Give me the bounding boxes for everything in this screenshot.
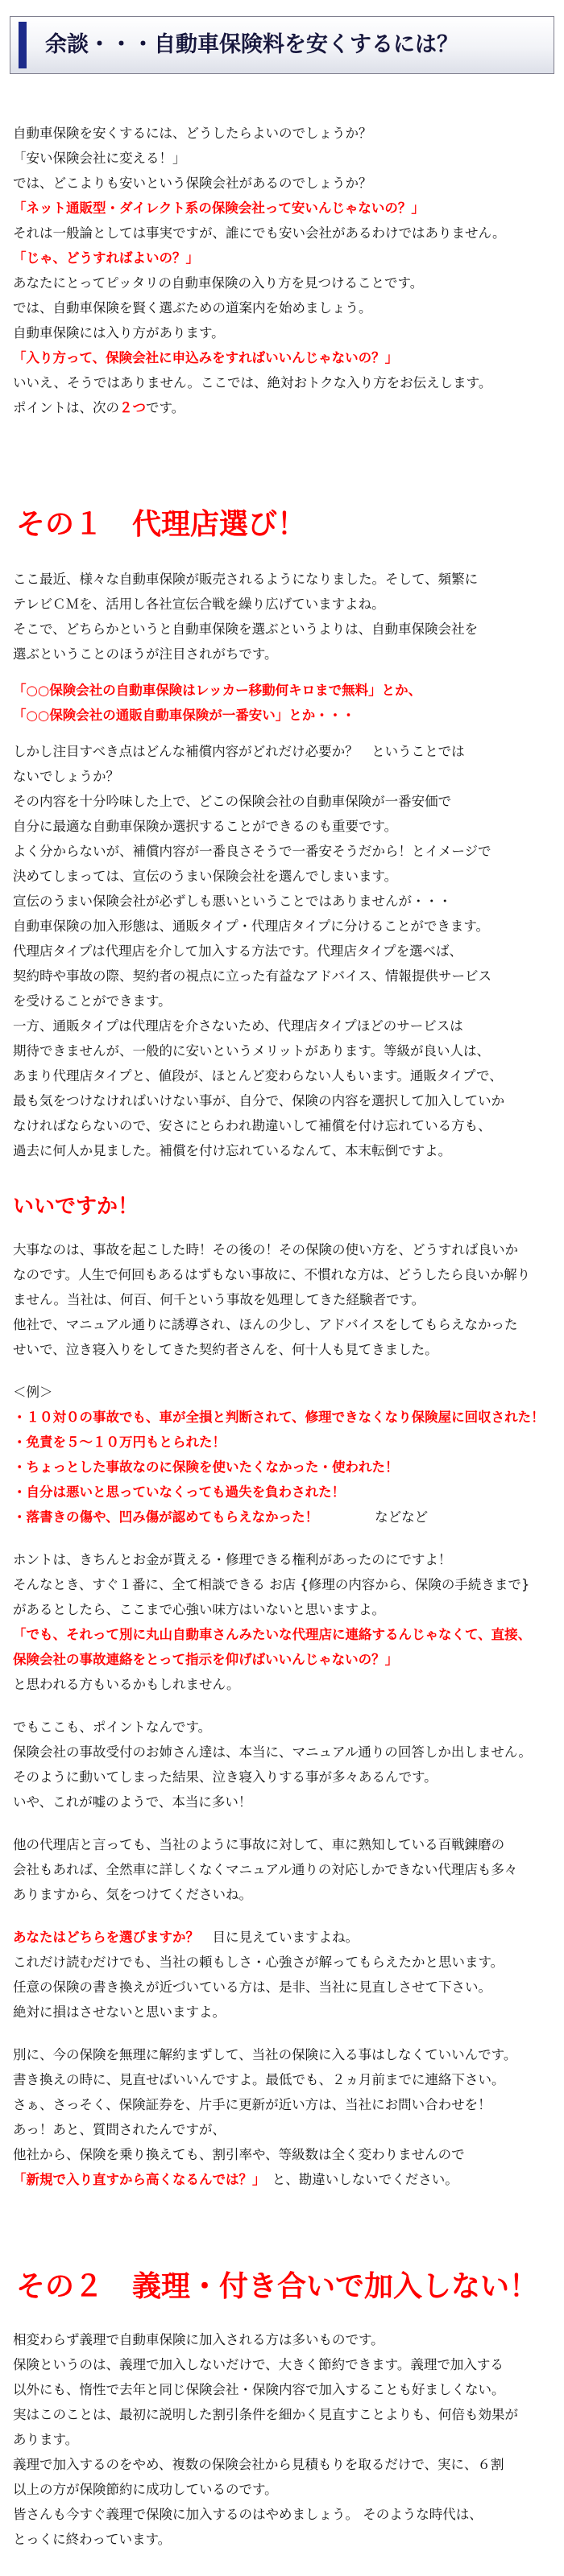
text-line: 大事なのは、事故を起こした時！その後の！その保険の使い方を、どうすれば良いか [13,1242,518,1257]
text-line: いや、これが嘘のようで、本当に多い！ [13,1794,252,1810]
example-item [0,1505,564,1530]
highlight-line: 「○○保険会社の通販自動車保険が一番安い」とか・・・ [13,708,355,723]
text-line: 保険会社の事故受付のお姉さん達は、本当に、マニュアル通りの回答しか出しません。 [13,1744,532,1760]
text-line: 任意の保険の書き換えが近づいている方は、是非、当社に見直しさせて下さい。 [13,1979,491,1995]
text-line: せいで、泣き寝入りをしてきた契約者さんを、何十人も見てきました。 [13,1342,438,1357]
section1-paragraph [0,1832,564,1907]
section1-paragraph [0,739,564,1163]
text-line: ホントは、きちんとお金が貰える・修理できる権利があったのにですよ！ [13,1552,452,1567]
text-line: そこで、どちらかというと自動車保険を選ぶというよりは、自動車保険会社を [13,621,479,637]
text-line: でもここも、ポイントなんです。 [13,1719,212,1735]
text-line: あなたにとってピッタリの自動車保険の入り方を見つけることです。 [13,275,424,291]
section-heading-obligation: その２ 義理・付き合いで加入しない！ [16,2270,539,2303]
text-line: 保険というのは、義理で加入しないだけで、大きく節約できます。義理で加入する [13,2357,504,2372]
highlight-line: 「でも、それって別に丸山自動車さんみたいな代理店に連絡するんじゃなくて、直接、 [13,1627,532,1642]
text-line: なければならないので、安さにとらわれ勘違いして補償を付け忘れている方も、 [13,1118,491,1133]
text-line: 自動車保険を安くするには、どうしたらよいのでしょうか？ [13,126,372,141]
section1-paragraph [0,1715,564,1814]
text-line: 会社もあれば、全然車に詳しくなくマニュアル通りの対応しかできない代理店も多々 [13,1862,518,1877]
header-accent-bar [19,22,27,68]
quote-text: 「新規で入り直すから高くなるんでは？」 [13,2172,259,2187]
text-line: 皆さんも今すぐ義理で保険に加入するのはやめましょう。 そのような時代は、 [13,2507,483,2522]
text-line: 他社から、保険を乗り換えても、割引率や、等級数は全く変わりませんので [13,2147,465,2162]
text-line: これだけ読むだけでも、当社の頼もしさ・心強さが解ってもらえたかと思います。 [13,1955,504,1970]
text-line: 自動車保険の加入形態は、通販タイプ・代理店タイプに分けることができます。 [13,919,490,934]
section-heading-agency: その１ 代理店選び！ [16,508,307,541]
example-label: ＜例＞ [13,1385,53,1400]
points-tail: です。 [146,400,185,415]
example-item: ・免責を５～１０万円もとられた！ [13,1435,226,1450]
text-line: そんなとき、すぐ１番に、全て相談できる お店 {修理の内容から、保険の手続きまで} [13,1577,530,1592]
text-line: 自動車保険には入り方があります。 [13,325,225,341]
question-line [0,1925,564,1950]
text-line: しかし注目すべき点はどんな補償内容がどれだけ必要か？ ということでは [13,744,465,759]
text-line: 相変わらず義理で自動車保険に加入される方は多いものです。 [13,2332,384,2347]
points-lead: ポイントは、次の [13,400,119,415]
page-header [10,16,554,74]
example-item: ・１０対０の事故でも、車が全損と判断されて、修理できなくなり保険屋に回収された！ [13,1410,545,1425]
example-item: ・ちょっとした事故なのに保険を使いたくなかった・使われた！ [13,1459,399,1475]
text-line: 一方、通販タイプは代理店を介さないため、代理店タイプほどのサービスは [13,1018,463,1034]
text-line: 契約時や事故の際、契約者の視点に立った有益なアドバイス、情報提供サービス [13,968,491,984]
highlight-line: 「じゃ、どうすればよいの？」 [13,250,199,266]
text-line: 他社で、マニュアル通りに誘導され、ほんの少し、アドバイスをしてもらえなかった [13,1317,518,1332]
text-line: 宣伝のうまい保険会社が必ずしも悪いということではありませんが・・・ [13,894,452,909]
ad-claims [0,678,564,728]
text-line: 他の代理店と言っても、当社のように事故に対して、車に熟知している百戦錬磨の [13,1837,505,1852]
text-line: 「安い保険会社に変える！」 [13,151,186,166]
text-line: あっ！あと、質問されたんですが、 [13,2122,226,2137]
intro-paragraph [0,121,564,420]
section2-paragraph [0,2327,564,2552]
text-line: では、自動車保険を賢く選ぶための道案内を始めましょう。 [13,300,372,316]
text-line: 選ぶということのほうが注目されがちです。 [13,646,278,662]
quote-line [0,2167,564,2192]
callout-heading: いいですか！ [13,1195,139,1219]
text-line: ありますから、気をつけてくださいね。 [13,1887,252,1902]
section1-paragraph [0,1925,564,2025]
text-line: あまり代理店タイプと、値段が、ほとんど変わらない人もいます。通販タイプで、 [13,1068,503,1084]
text-line: を受けることができます。 [13,993,172,1009]
text-line: 以外にも、惰性で去年と同じ保険会社・保険内容で加入することも好ましくない。 [13,2382,505,2397]
text-line: 期待できませんが、一般的に安いというメリットがあります。等級が良い人は、 [13,1043,491,1059]
section1-paragraph [0,2042,564,2192]
text-line: いいえ、そうではありません。ここでは、絶対おトクな入り方をお伝えします。 [13,375,492,390]
question-followup: 目に見えていますよね。 [199,1930,359,1945]
text-line: なのです。人生で何回もあるはずもない事故に、不慣れな方は、どうしたら良いか解り [13,1267,531,1282]
text-line: さぁ、さっそく、保険証券を、片手に更新が近い方は、当社にお問い合わせを！ [13,2097,491,2112]
section1-paragraph [0,1237,564,1362]
example-item-text: ・落書きの傷や、凹み傷が認めてもらえなかった！ [13,1509,319,1525]
text-line: とっくに終わっています。 [13,2532,172,2547]
text-line: 決めてしまっては、宣伝のうまい保険会社を選んでしまいます。 [13,869,398,884]
text-line: 代理店タイプは代理店を介して加入する方法です。代理店タイプを選べば、 [13,943,463,959]
text-line: 別に、今の保険を無理に解約まずして、当社の保険に入る事はしなくていいんです。 [13,2047,517,2062]
text-line: 過去に何人か見ました。補償を付け忘れているなんて、本末転倒ですよ。 [13,1143,452,1158]
points-count: ２つ [119,400,146,415]
section1-paragraph [0,1547,564,1697]
section1-paragraph [0,567,564,667]
text-line: よく分からないが、補償内容が一番良さそうで一番安そうだから！とイメージで [13,844,491,859]
text-line: そのように動いてしまった結果、泣き寝入りする事が多々あるんです。 [13,1769,438,1785]
highlight-line: 保険会社の事故連絡をとって指示を仰げばいいんじゃないの？」 [13,1652,399,1667]
text-line: 最も気をつけなければいけない事が、自分で、保険の内容を選択して加入していか [13,1093,505,1108]
text-line: ここ最近、様々な自動車保険が販売されるようになりました。そして、頻繁に [13,572,479,587]
highlight-line: 「ネット通販型・ダイレクト系の保険会社って安いんじゃないの？」 [13,200,425,216]
text-line: その内容を十分吟味した上で、どこの保険会社の自動車保険が一番安価で [13,794,452,809]
example-suffix: などなど [375,1509,429,1525]
highlight-line: 「入り方って、保険会社に申込みをすればいいんじゃないの？」 [13,350,399,365]
text-line: 義理で加入するのをやめ、複数の保険会社から見積もりを取るだけで、実に、６割 [13,2457,504,2472]
text-line: 自分に最適な自動車保険か選択することができるのも重要です。 [13,819,398,834]
text-line: 絶対に損はさせないと思いますよ。 [13,2004,226,2020]
text-line: があるとしたら、ここまで心強い味方はいないと思いますよ。 [13,1602,385,1617]
text-line: 書き換えの時に、見直せばいいんですよ。最低でも、２ヵ月前までに連絡下さい。 [13,2072,505,2087]
example-list [0,1380,564,1530]
highlight-line: 「○○保険会社の自動車保険はレッカー移動何キロまで無料」とか、 [13,683,422,698]
text-line: では、どこよりも安いという保険会社があるのでしょうか？ [13,175,372,191]
text-line: それは一般論としては事実ですが、誰にでも安い会社があるわけではありません。 [13,225,506,241]
text-line: ないでしょうか？ [13,769,119,784]
example-item: ・自分は悪いと思っていなくっても過失を負わされた！ [13,1484,346,1500]
quote-followup: と、勘違いしないでください。 [259,2172,458,2187]
text-line: 以上の方が保険節約に成功しているのです。 [13,2482,278,2497]
text-line: 実はこのことは、最初に説明した割引条件を細かく見直すことよりも、何倍も効果が [13,2407,518,2422]
points-line [0,395,564,420]
page-title: 余談・・・自動車保険料を安くするには？ [45,32,458,57]
text-line: テレビＣＭを、活用し各社宣伝合戦を繰り広げていますよね。 [13,597,385,612]
question-text: あなたはどちらを選びますか？ [13,1930,199,1945]
text-line: ません。当社は、何百、何千という事故を処理してきた経験者です。 [13,1292,425,1307]
text-line: と思われる方もいるかもしれません。 [13,1677,240,1692]
text-line: あります。 [13,2432,79,2447]
